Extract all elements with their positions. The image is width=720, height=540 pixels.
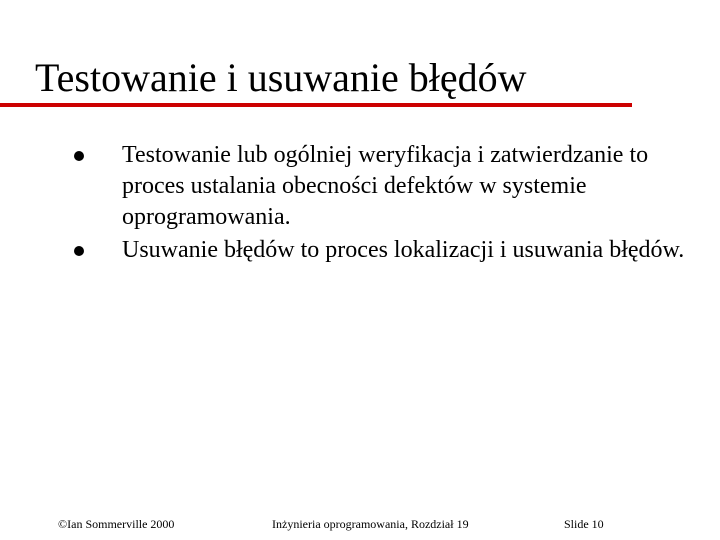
slide-title: Testowanie i usuwanie błędów [35, 55, 527, 100]
footer-course-title: Inżynieria oprogramowania, Rozdział 19 [272, 517, 469, 531]
bullet-list [0, 140, 720, 268]
bullet-dot-icon [74, 151, 84, 161]
footer-copyright: ©Ian Sommerville 2000 [58, 517, 175, 531]
footer-slide-number: Slide 10 [564, 517, 604, 531]
bullet-item [0, 140, 692, 233]
bullet-dot-icon [74, 246, 84, 256]
title-underline [0, 103, 632, 107]
bullet-text: Usuwanie błędów to proces lokalizacji i usuwania błędów. [122, 237, 685, 263]
bullet-item [0, 235, 692, 266]
bullet-text: Testowanie lub ogólniej weryfikacja i zatwierdzanie to proces ustalania obecności defektów w systemie oprogramowania. [122, 142, 649, 230]
